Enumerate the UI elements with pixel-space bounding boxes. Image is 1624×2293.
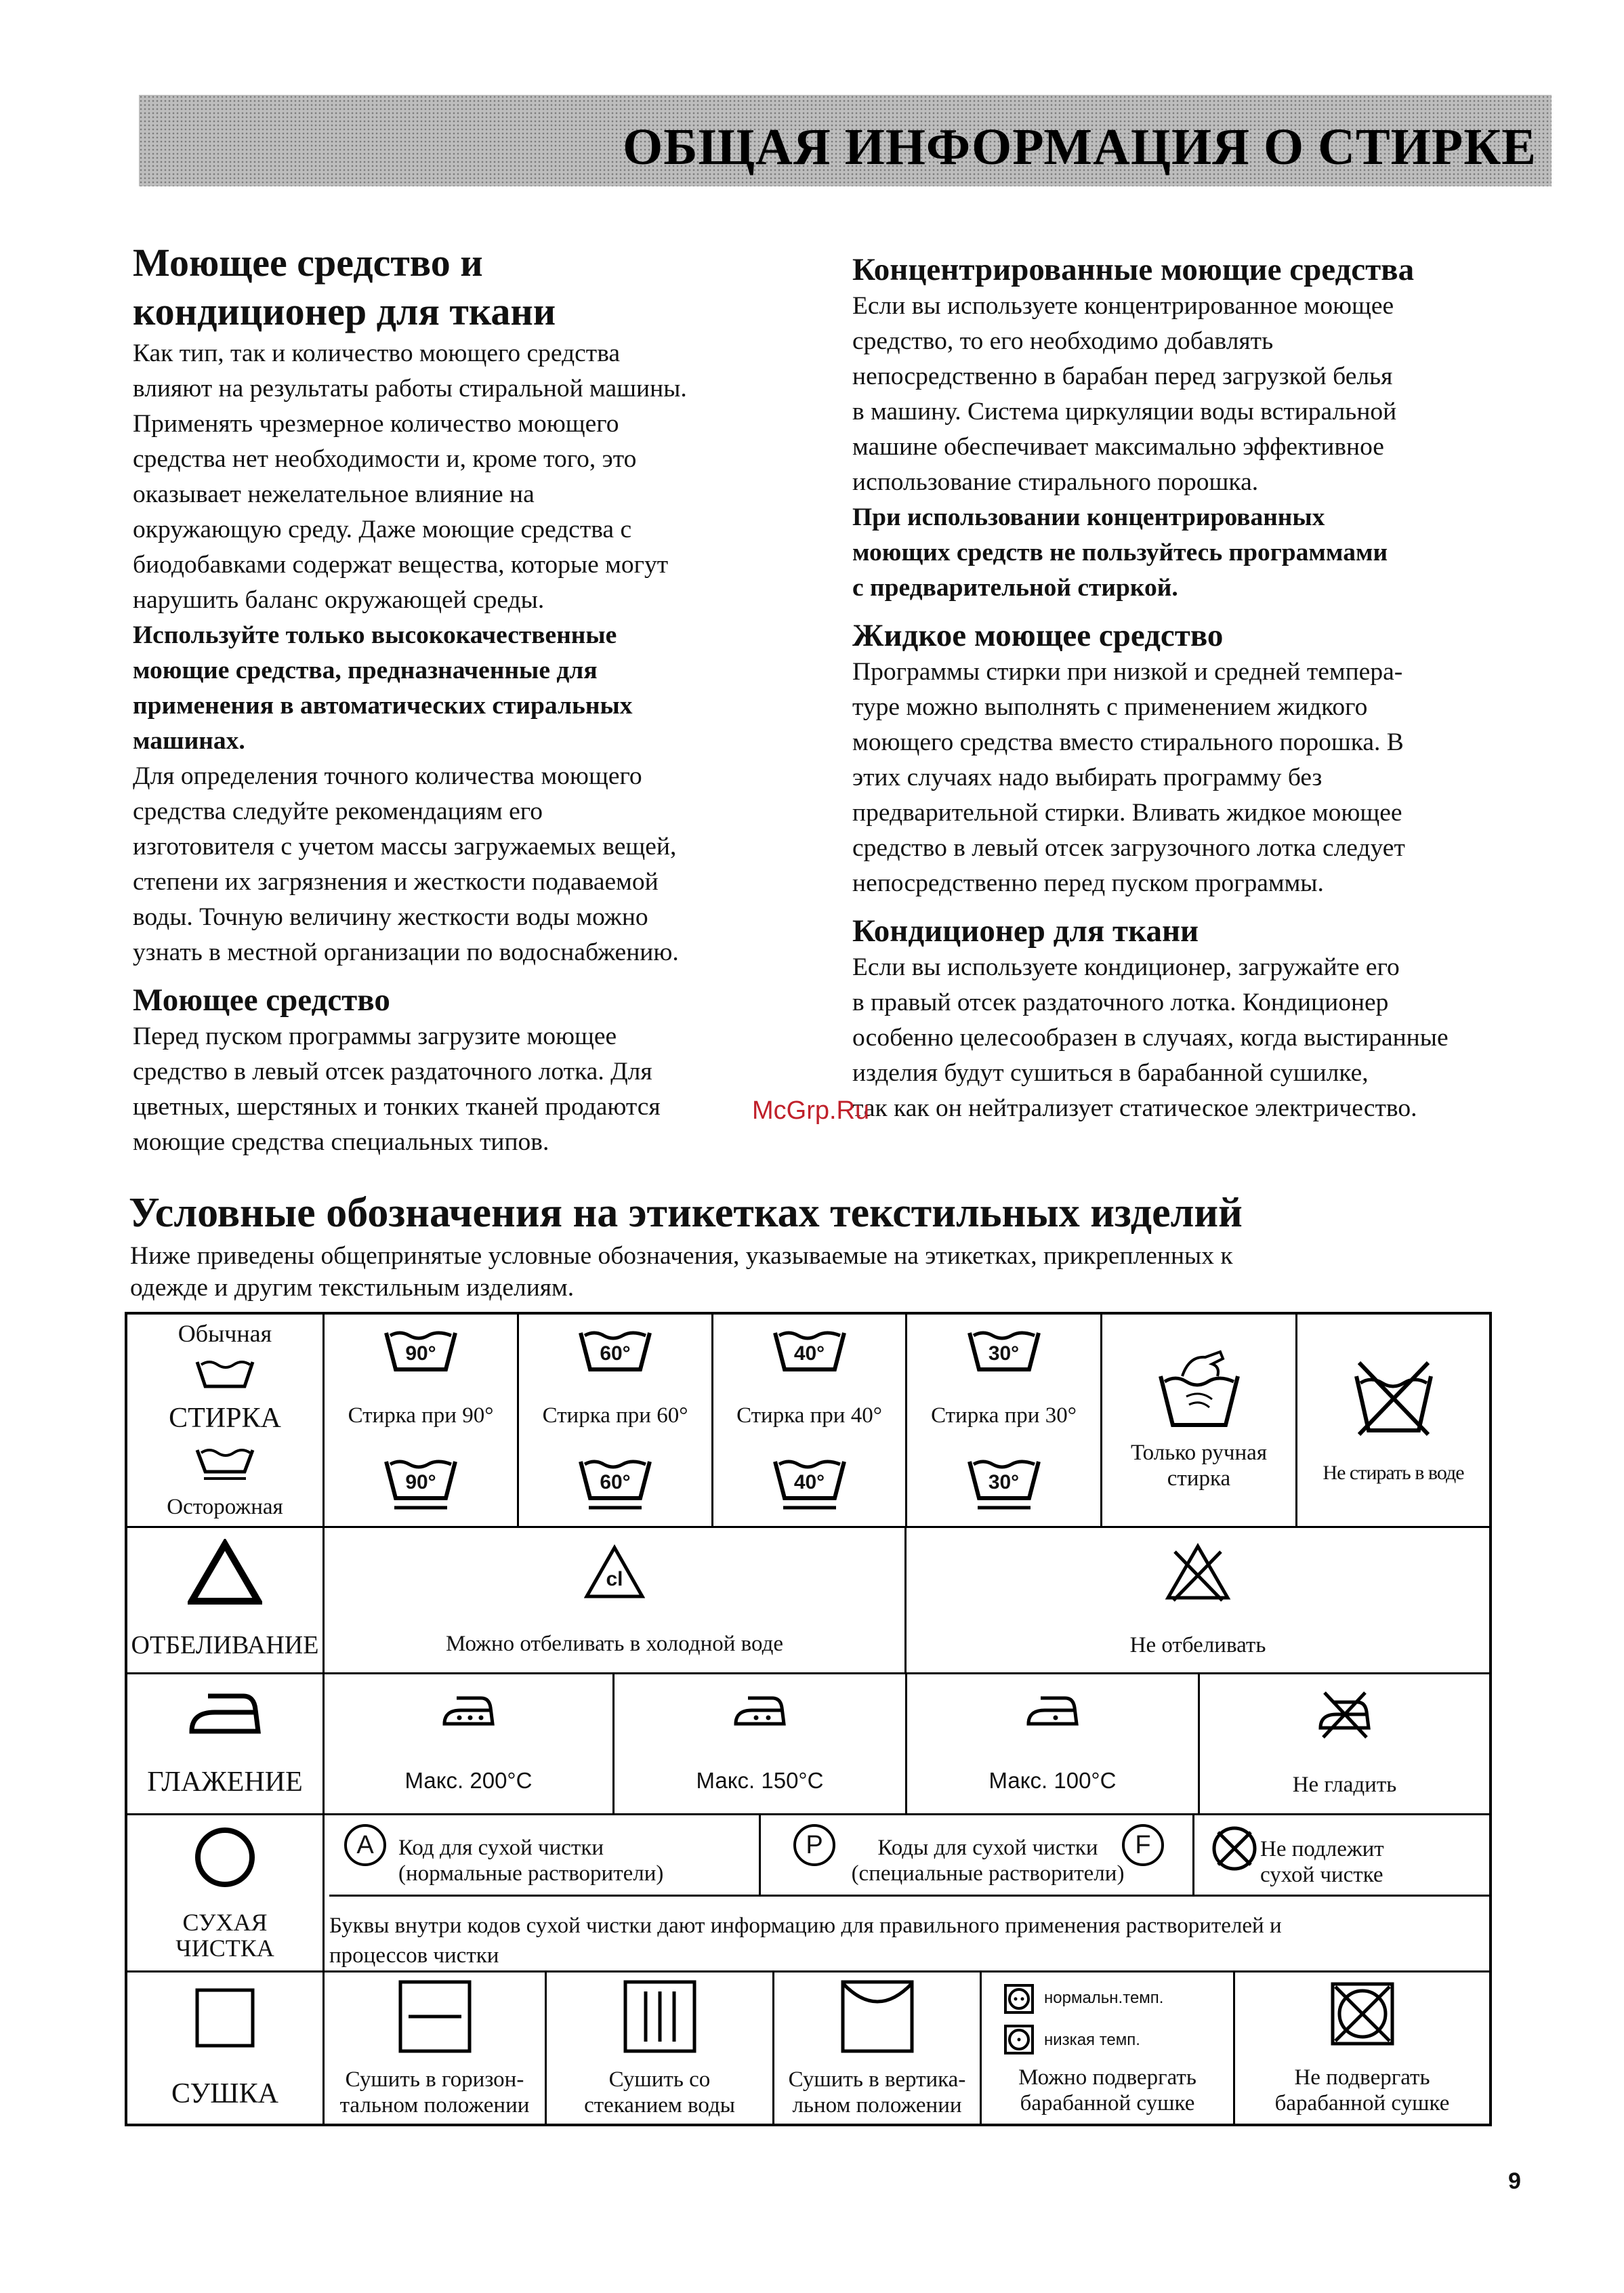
- tumble-low-icon: [1003, 2024, 1035, 2055]
- temp-label: 60°: [600, 1342, 631, 1365]
- no-wash-label: Не стирать в воде: [1323, 1462, 1464, 1484]
- text-line: одежде и другим текстильным изделиям.: [130, 1274, 575, 1302]
- drying-label: СУШКА: [171, 2078, 278, 2110]
- temp-label: 60°: [600, 1470, 631, 1493]
- section-title-line2: кондиционер для ткани: [133, 289, 556, 333]
- dry-clean-label1: СУХАЯ: [182, 1908, 268, 1936]
- code-a-line2: (нормальные растворители): [398, 1861, 664, 1886]
- hand-wash-line2: стирка: [1167, 1466, 1231, 1491]
- washtub-delicate-icon: [194, 1447, 255, 1481]
- bold-line: Используйте только высококачественные: [133, 621, 617, 649]
- header-banner: [139, 95, 1552, 186]
- text-line: машине обеспечивает максимально эффективное: [852, 433, 1384, 461]
- no-tumble-dry-icon: [1330, 1981, 1395, 2046]
- bold-line: моющих средств не пользуйтесь программами: [852, 539, 1388, 566]
- no-wash-icon: [1350, 1356, 1438, 1437]
- code-a-line1: Код для сухой чистки: [398, 1836, 604, 1860]
- bold-line: При использовании концентрированных: [852, 503, 1325, 531]
- text-line: Как тип, так и количество моющего средства: [133, 339, 621, 367]
- text-line: Если вы используете концентрированное моющее: [852, 292, 1394, 320]
- washtub-40-icon: [772, 1329, 847, 1373]
- bold-line: с предварительной стиркой.: [852, 574, 1178, 602]
- iron-200-label: Макс. 200°C: [404, 1767, 533, 1793]
- text-line: средство в левый отсек загрузочного лотка следует: [852, 834, 1405, 862]
- subheading-softener: Кондиционер для ткани: [852, 913, 1199, 949]
- hand-wash-line1: Только ручная: [1130, 1441, 1267, 1465]
- dry-drip-cell: [547, 1972, 772, 2125]
- wash-delicate-label: Осторожная: [167, 1494, 283, 1519]
- no-tumble-cell: [1235, 1972, 1489, 2125]
- tumble-ok-text: [982, 2065, 1233, 2116]
- iron-150-cell: [615, 1674, 905, 1813]
- text-line: Программы стирки при низкой и средней темпера-: [852, 658, 1403, 686]
- no-iron-icon: [1318, 1690, 1372, 1740]
- text-line: Ниже приведены общепринятые условные обозначения, указываемые на этикетках, прикрепленных к: [130, 1242, 1233, 1270]
- text-line: средство в левый отсек раздаточного лотка. Для: [133, 1058, 652, 1086]
- right-para3: [852, 950, 1550, 1126]
- wash-60-label: Стирка при 60°: [542, 1403, 688, 1428]
- bleach-label: ОТБЕЛИВАНИЕ: [131, 1630, 319, 1659]
- left-para1: [133, 336, 831, 618]
- bleach-cl-icon: [584, 1544, 645, 1600]
- wash-normal-label: Обычная: [178, 1320, 272, 1348]
- text-line: нарушить баланс окружающей среды.: [133, 586, 545, 614]
- text-line: моющие средства специальных типов.: [133, 1128, 549, 1156]
- bleach-triangle-icon: [188, 1539, 262, 1607]
- dry-line-line2: льном положении: [792, 2093, 962, 2118]
- text-line: использование стирального порошка.: [852, 468, 1259, 496]
- no-dry-clean-text: [1260, 1836, 1484, 1888]
- dry-line-cell: [774, 1972, 980, 2125]
- text-line: влияют на результаты работы стиральной машины.: [133, 375, 687, 402]
- text-line: так как он нейтрализует статическое электричество.: [852, 1094, 1417, 1122]
- section-title-line1: Моющее средство и: [133, 241, 483, 285]
- dry-clean-pf-text: [839, 1835, 1137, 1886]
- dry-clean-a-text: [398, 1835, 751, 1886]
- iron-two-dots-icon: [733, 1694, 787, 1728]
- dry-flat-line2: тальном положении: [339, 2093, 530, 2118]
- note-line2: процессов чистки: [329, 1943, 499, 1968]
- symbols-section-title: Условные обозначения на этикетках текстильных изделий: [129, 1190, 1243, 1236]
- dry-clean-p-icon: P: [793, 1824, 835, 1866]
- wash-label: СТИРКА: [169, 1402, 281, 1434]
- right-para1: [852, 289, 1550, 500]
- dry-clean-f-icon: F: [1122, 1824, 1164, 1866]
- bleach-label-cell: [127, 1528, 322, 1672]
- dry-drip-line1: Сушить со: [608, 2067, 711, 2092]
- subheading-detergent: Моющее средство: [133, 983, 390, 1018]
- text-line: средства нет необходимости и, кроме того, это: [133, 445, 637, 473]
- dry-line-line1: Сушить в вертика-: [788, 2067, 966, 2092]
- dry-flat-cell: [325, 1972, 545, 2125]
- temp-label: 30°: [988, 1342, 1020, 1365]
- temp-label: 30°: [988, 1470, 1020, 1493]
- bleach-cold-label: Можно отбеливать в холодной воде: [445, 1632, 784, 1657]
- code-pf-line1: Коды для сухой чистки: [877, 1836, 1098, 1860]
- washtub-icon: [194, 1359, 255, 1389]
- iron-100-label: Макс. 100°C: [988, 1767, 1117, 1793]
- text-line: изделия будут сушиться в барабанной сушилке,: [852, 1059, 1369, 1087]
- text-line: окружающую среду. Даже моющие средства с: [133, 516, 632, 543]
- tumble-ok-line2: барабанной сушке: [1020, 2091, 1195, 2115]
- bold-line: применения в автоматических стиральных: [133, 692, 633, 720]
- text-line: этих случаях надо выбирать программу без: [852, 764, 1323, 791]
- page-number: 9: [1508, 2168, 1521, 2194]
- no-dry-clean-line1: Не подлежит: [1260, 1837, 1384, 1861]
- iron-one-dot-icon: [1026, 1694, 1080, 1728]
- no-bleach-cell: [907, 1528, 1489, 1672]
- page-title: ОБЩАЯ ИНФОРМАЦИЯ О СТИРКЕ: [623, 119, 1537, 175]
- drying-square-icon: [194, 1987, 255, 2048]
- no-iron-cell: [1200, 1674, 1489, 1813]
- washtub-30-delicate-icon: [967, 1458, 1041, 1512]
- wash-60-cell: [519, 1315, 711, 1526]
- note-line1: Буквы внутри кодов сухой чистки дают информацию для правильного применения растворителей и: [329, 1914, 1282, 1938]
- iron-label-cell: [127, 1674, 322, 1813]
- bold-line: моющие средства, предназначенные для: [133, 657, 598, 684]
- text-line: непосредственно в барабан перед загрузкой белья: [852, 363, 1393, 390]
- washtub-30-icon: [967, 1329, 1041, 1373]
- iron-100-cell: [907, 1674, 1198, 1813]
- left-para3: [133, 1019, 831, 1160]
- iron-200-cell: [325, 1674, 612, 1813]
- tumble-ok-line1: Можно подвергать: [1018, 2065, 1196, 2090]
- left-para2: [133, 759, 831, 970]
- dry-drip-line2: стеканием воды: [584, 2093, 735, 2118]
- drying-label-cell: [127, 1972, 322, 2125]
- washtub-40-delicate-icon: [772, 1458, 847, 1512]
- no-wash-cell: [1297, 1315, 1489, 1526]
- no-bleach-label: Не отбеливать: [1129, 1632, 1266, 1657]
- text-line: оказывает нежелательное влияние на: [133, 480, 535, 508]
- no-iron-label: Не гладить: [1292, 1772, 1397, 1797]
- text-line: воды. Точную величину жесткости воды можно: [133, 903, 648, 931]
- text-line: биодобавками содержат вещества, которые могут: [133, 551, 669, 579]
- text-line: средство, то его необходимо добавлять: [852, 327, 1274, 355]
- no-tumble-line1: Не подвергать: [1294, 2065, 1430, 2090]
- right-column: [852, 251, 1550, 1126]
- text-line: средства следуйте рекомендациям его: [133, 798, 543, 825]
- wash-30-label: Стирка при 30°: [931, 1403, 1077, 1428]
- text-line: в правый отсек раздаточного лотка. Кондиционер: [852, 989, 1389, 1016]
- tumble-low-label: низкая темп.: [1044, 2031, 1140, 2049]
- text-line: туре можно выполнять с применением жидкого: [852, 693, 1368, 721]
- dry-flat-icon: [398, 1979, 472, 2054]
- tumble-normal-label: нормальн.темп.: [1044, 1989, 1164, 2007]
- text-line: особенно целесообразен в случаях, когда выстиранные: [852, 1024, 1449, 1052]
- text-line: предварительной стирки. Вливать жидкое моющее: [852, 799, 1402, 827]
- text-line: моющего средства вместо стирального порошка. В: [852, 728, 1404, 756]
- iron-label: ГЛАЖЕНИЕ: [147, 1767, 303, 1798]
- text-line: непосредственно перед пуском программы.: [852, 869, 1324, 897]
- subheading-liquid: Жидкое моющее средство: [852, 618, 1224, 653]
- temp-label: 40°: [793, 1342, 825, 1365]
- washtub-90-delicate-icon: [383, 1458, 458, 1512]
- dry-flat-line1: Сушить в горизон-: [345, 2067, 524, 2092]
- right-bold1: [852, 500, 1550, 606]
- iron-three-dots-icon: [442, 1694, 496, 1728]
- symbols-intro: [130, 1240, 1539, 1304]
- text-line: Для определения точного количества моющего: [133, 762, 642, 790]
- dry-drip-icon: [623, 1979, 697, 2054]
- tumble-ok-cell: [982, 1972, 1233, 2125]
- hand-wash-icon: [1155, 1349, 1243, 1430]
- bleach-cold-cell: [325, 1528, 904, 1672]
- temp-label: 90°: [405, 1470, 436, 1493]
- no-bleach-icon: [1164, 1542, 1232, 1603]
- code-pf-line2: (специальные растворители): [851, 1861, 1125, 1886]
- text-line: степени их загрязнения и жесткости подаваемой: [133, 868, 659, 896]
- dry-clean-a-icon: A: [344, 1824, 386, 1866]
- dry-line-icon: [840, 1979, 915, 2054]
- wash-40-cell: [713, 1315, 905, 1526]
- dry-clean-label-cell: [127, 1815, 322, 1970]
- subheading-concentrated: Концентрированные моющие средства: [852, 252, 1415, 287]
- text-line: Если вы используете кондиционер, загружайте его: [852, 953, 1400, 981]
- text-line: Применять чрезмерное количество моющего: [133, 410, 619, 438]
- iron-icon: [188, 1689, 262, 1737]
- text-line: в машину. Система циркуляции воды встиральной: [852, 398, 1397, 426]
- dry-clean-circle-icon: [192, 1825, 257, 1890]
- washtub-60-icon: [578, 1329, 652, 1373]
- text-line: изготовителя с учетом массы загружаемых вещей,: [133, 833, 677, 861]
- wash-label-cell: [127, 1315, 322, 1526]
- tumble-normal-icon: [1003, 1983, 1035, 2015]
- hand-wash-cell: [1102, 1315, 1295, 1526]
- text-line: узнать в местной организации по водоснабжению.: [133, 938, 679, 966]
- wash-40-label: Стирка при 40°: [736, 1403, 882, 1428]
- left-bold1: [133, 618, 831, 759]
- care-symbols-table: [125, 1312, 1492, 2126]
- no-dry-clean-line2: сухой чистке: [1260, 1863, 1383, 1887]
- iron-150-label: Макс. 150°C: [696, 1767, 824, 1793]
- text-line: цветных, шерстяных и тонких тканей продаются: [133, 1093, 661, 1121]
- dry-clean-label2: ЧИСТКА: [175, 1934, 274, 1962]
- temp-label: 40°: [793, 1470, 825, 1493]
- washtub-60-delicate-icon: [578, 1458, 652, 1512]
- temp-label: 90°: [405, 1342, 436, 1365]
- dry-clean-note: [329, 1911, 1481, 1970]
- no-tumble-line2: барабанной сушке: [1274, 2090, 1450, 2115]
- right-para2: [852, 655, 1550, 901]
- text-line: Перед пуском программы загрузите моющее: [133, 1022, 617, 1050]
- wash-90-cell: [325, 1315, 517, 1526]
- wash-90-label: Стирка при 90°: [348, 1403, 494, 1428]
- washtub-90-icon: [383, 1329, 458, 1373]
- left-column: [133, 239, 831, 1160]
- no-dry-clean-icon: [1210, 1824, 1259, 1873]
- bold-line: машинах.: [133, 727, 245, 755]
- cl-label: cl: [606, 1567, 623, 1590]
- wash-30-cell: [907, 1315, 1100, 1526]
- watermark-link[interactable]: McGrp.Ru: [752, 1096, 870, 1125]
